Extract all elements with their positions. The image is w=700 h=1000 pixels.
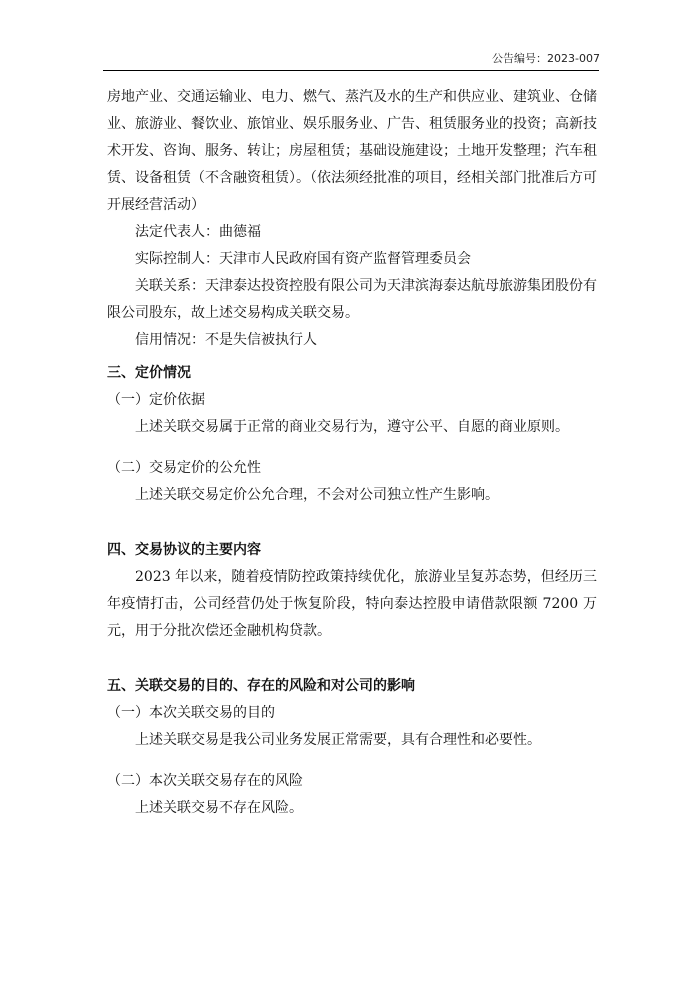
section-4-text: 2023 年以来，随着疫情防控政策持续优化，旅游业呈复苏态势，但经历三年疫情打击，公司经营仍处于恢复阶段，特向泰达控股申请借款限额 7200 万元，用于分批次偿还金融机构贷款。 <box>107 569 597 639</box>
document-body <box>107 84 597 822</box>
section-3-sub2-text: 上述关联交易定价公允合理，不会对公司独立性产生影响。 <box>135 487 499 503</box>
section-5-sub2-text: 上述关联交易不存在风险。 <box>135 800 303 816</box>
notice-number: 公告编号：2023-007 <box>492 52 600 65</box>
legal-representative: 法定代表人：曲德福 <box>135 224 261 240</box>
section-3-sub1-heading: （一）定价依据 <box>107 392 205 408</box>
section-5-sub2-heading: （二）本次关联交易存在的风险 <box>107 773 303 789</box>
actual-controller: 实际控制人：天津市人民政府国有资产监督管理委员会 <box>135 251 471 267</box>
section-3-heading: 三、定价情况 <box>107 365 191 381</box>
section-5-sub1-heading: （一）本次关联交易的目的 <box>107 705 275 721</box>
section-4-heading: 四、交易协议的主要内容 <box>107 542 261 558</box>
header-divider <box>103 70 599 71</box>
section-5-sub1-text: 上述关联交易是我公司业务发展正常需要，具有合理性和必要性。 <box>135 732 541 748</box>
section-3-sub2-heading: （二）交易定价的公允性 <box>107 460 261 476</box>
credit-status: 信用情况：不是失信被执行人 <box>135 332 317 348</box>
business-scope-paragraph: 房地产业、交通运输业、电力、燃气、蒸汽及水的生产和供应业、建筑业、仓储业、旅游业、餐饮业、旅馆业、娱乐服务业、广告、租赁服务业的投资；高新技术开发、咨询、服务、转让；房屋租赁；基础设施建设；土地开发整理；汽车租赁、设备租赁（不含融资租赁）。（依法须经批准的项目，经相关部门批准后方可开展经营活动） <box>107 89 597 213</box>
section-5-heading: 五、关联交易的目的、存在的风险和对公司的影响 <box>107 678 415 694</box>
related-relationship: 关联关系：天津泰达投资控股有限公司为天津滨海泰达航母旅游集团股份有限公司股东，故上述交易构成关联交易。 <box>107 278 597 321</box>
section-3-sub1-text: 上述关联交易属于正常的商业交易行为，遵守公平、自愿的商业原则。 <box>135 419 569 435</box>
